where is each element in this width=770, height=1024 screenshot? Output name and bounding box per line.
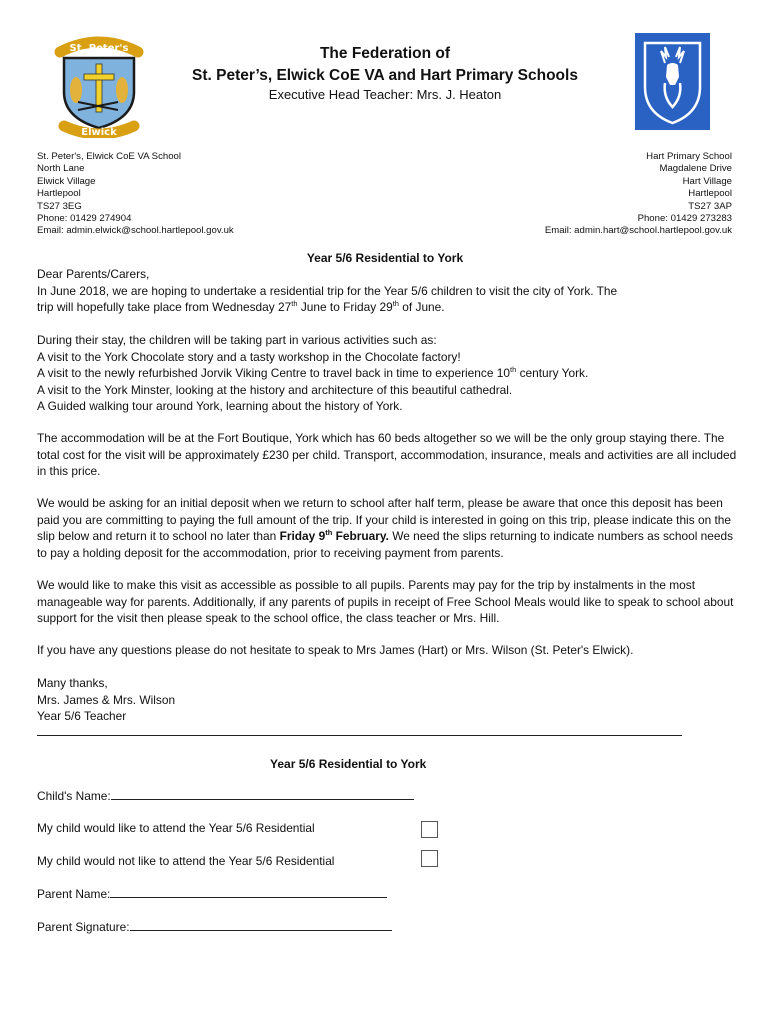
questions-paragraph: If you have any questions please do not hesitate to speak to Mrs James (Hart) or Mrs. Wilson (St. Peter's Elwick). (37, 643, 634, 657)
salutation: Dear Parents/Carers, (37, 267, 150, 281)
activity-text: century York. (516, 366, 589, 380)
address-line: TS27 3AP (688, 200, 732, 212)
ordinal-suffix: th (291, 299, 298, 309)
ordinal-suffix: th (510, 365, 517, 375)
slip-heading: Year 5/6 Residential to York (270, 757, 427, 771)
parent-name-label: Parent Name: (37, 887, 111, 901)
activity-item: A Guided walking tour around York, learning about the history of York. (37, 399, 403, 413)
intro-text: trip will hopefully take place from Wednesday 27 (37, 300, 292, 314)
deposit-text: We need the slips returning to indicate numbers as school needs to pay a holding deposit for the accommodation, prior to receiving payment from parents. (37, 529, 734, 560)
head-teacher-line: Executive Head Teacher: Mrs. J. Heaton (268, 87, 502, 102)
attend-checkbox[interactable] (421, 821, 438, 838)
address-line: Hart Village (682, 175, 732, 187)
not-attend-checkbox[interactable] (421, 850, 438, 867)
hart-address (545, 151, 732, 238)
address-line: Hartlepool (688, 188, 732, 200)
child-name-row[interactable] (37, 788, 737, 805)
not-attend-label: My child would not like to attend the Year 5/6 Residential (37, 854, 335, 868)
activity-item: A visit to the York Minster, looking at the history and architecture of this beautiful cathedral. (37, 382, 513, 397)
child-name-label: Child's Name: (37, 789, 111, 803)
address-email[interactable]: Email: admin.elwick@school.hartlepool.gov.uk (37, 225, 234, 237)
letter-heading: Year 5/6 Residential to York (306, 251, 464, 265)
ordinal-suffix: th (325, 528, 333, 538)
address-line: TS27 3EG (37, 200, 82, 212)
accommodation-paragraph: The accommodation will be at the Fort Boutique, York which has 60 beds altogether so we will be the only group staying there. The total cost for the visit will be approximately £230 per child. Transport, accommodation, insurance, meals and activities are all included in this price. (37, 431, 737, 478)
address-phone: Phone: 01429 273283 (637, 213, 732, 225)
parent-signature-row[interactable] (37, 919, 737, 936)
ordinal-suffix: th (392, 299, 399, 309)
accessibility-paragraph: We would like to make this visit as accessible as possible to all pupils. Parents may pay for the trip by instalments in the most manageable way for parents. Additionally, if any parents of pupils in receipt of Free School Meals would like to speak to school about support for the visit then please speak to the school office, the class teacher or Mrs. Hill. (37, 578, 734, 625)
parent-name-row[interactable] (37, 886, 737, 903)
child-name-field[interactable] (111, 788, 414, 800)
activity-item: A visit to the York Chocolate story and a tasty workshop in the Chocolate factory! (37, 349, 461, 364)
deadline-date: Friday 9 (279, 529, 326, 543)
crest-text-top: St. Peter's (69, 43, 129, 54)
intro-line-2 (37, 299, 737, 316)
address-line: Elwick Village (37, 175, 96, 187)
activity-item (37, 365, 737, 382)
intro-line-1: In June 2018, we are hoping to undertake a residential trip for the Year 5/6 children to visit the city of York. The (37, 283, 618, 298)
signoff-role: Year 5/6 Teacher (37, 709, 127, 723)
federation-title: The Federation of (319, 45, 451, 62)
activities-section (37, 332, 737, 415)
signoff (37, 675, 737, 725)
letter-body (37, 266, 737, 316)
address-email[interactable]: Email: admin.hart@school.hartlepool.gov.uk (544, 225, 732, 237)
activity-text: A visit to the newly refurbished Jorvik Viking Centre to travel back in time to experience 10 (37, 366, 510, 380)
intro-text: June to Friday 29 (297, 300, 393, 314)
address-line: St. Peter's, Elwick CoE VA School (37, 151, 182, 162)
parent-signature-field[interactable] (130, 919, 392, 931)
parent-name-field[interactable] (110, 886, 387, 898)
attend-label: My child would like to attend the Year 5/6 Residential (37, 821, 315, 835)
st-peters-address (37, 151, 234, 238)
deposit-paragraph (37, 495, 737, 561)
address-line: Hartlepool (37, 188, 81, 200)
deadline-month: February. (332, 529, 389, 543)
signoff-thanks: Many thanks, (37, 676, 108, 690)
activities-intro: During their stay, the children will be taking part in various activities such as: (37, 333, 437, 347)
address-phone: Phone: 01429 274904 (37, 213, 132, 225)
schools-title: St. Peter’s, Elwick CoE VA and Hart Primary Schools (192, 67, 578, 84)
address-line: Magdalene Drive (659, 163, 732, 175)
address-line: Hart Primary School (646, 151, 732, 162)
address-line: North Lane (37, 163, 85, 175)
parent-signature-label: Parent Signature: (37, 920, 130, 934)
intro-text: of June. (398, 300, 445, 314)
deposit-text: We would be asking for an initial deposit when we return to school after half term, please be aware that once this deposit has been paid you are committing to paying the full amount of the trip. If your child is interested in going on this trip, please indicate this on the slip below and return it to school no later than (37, 496, 732, 543)
signoff-names: Mrs. James & Mrs. Wilson (37, 692, 176, 707)
tear-off-line (37, 735, 682, 736)
crest-text-bottom: Elwick (81, 127, 117, 138)
